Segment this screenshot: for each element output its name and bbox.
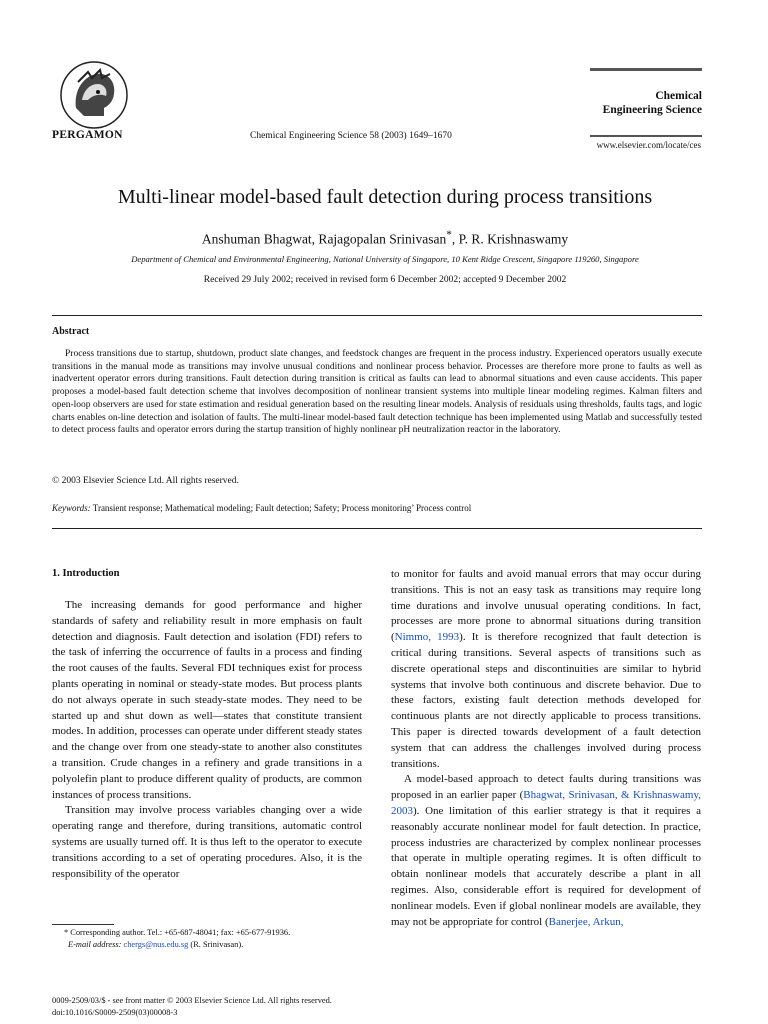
publisher-logo xyxy=(58,60,130,130)
journal-name-line2: Engineering Science xyxy=(602,104,702,116)
divider-top xyxy=(52,315,702,316)
journal-url[interactable]: www.elsevier.com/locate/ces xyxy=(596,140,701,150)
front-matter-line: 0009-2509/03/$ - see front matter © 2003 Elsevier Science Ltd. All rights reserved. xyxy=(52,996,332,1005)
journal-badge xyxy=(590,68,702,137)
affiliation: Department of Chemical and Environmental Engineering, National University of Singapore, 10 Kent Ridge Crescent, Singapore 119260, Singapore xyxy=(131,254,639,264)
footnote-email-line xyxy=(52,939,362,951)
authors-part-2: , P. R. Krishnaswamy xyxy=(451,231,569,247)
front-matter xyxy=(52,995,332,1019)
author-list xyxy=(40,229,730,248)
footnote-rule xyxy=(52,924,114,925)
email-label: E-mail address: xyxy=(68,940,122,949)
divider-bottom xyxy=(52,528,702,529)
citation-link-banerjee[interactable]: Banerjee, Arkun, xyxy=(548,915,624,928)
citation-link-bhagwat[interactable]: Bhagwat, Srinivasan, & Krishnaswamy, 2003 xyxy=(391,789,701,817)
left-column xyxy=(52,598,362,882)
journal-citation: Chemical Engineering Science 58 (2003) 1649–1670 xyxy=(250,131,452,141)
para3-text-b: ). It is therefore recognized that fault detection is critical during transitions. Several aspects of transitions such as discrete operational steps and discontinuities are similar to hybrid systems that involve both continuous and discrete behavior. Due to these factors, existing fault detection methods developed for continuous plants are not directly applicable to process transitions. This paper is directed towards development of a fault detection system that can address the challenges involved during process transitions. xyxy=(391,631,701,770)
email-suffix: (R. Srinivasan). xyxy=(188,940,244,949)
citation-link-nimmo[interactable]: Nimmo, 1993 xyxy=(394,631,460,644)
article-dates: Received 29 July 2002; received in revised form 6 December 2002; accepted 9 December 2002 xyxy=(203,275,567,285)
footnote-contact: * Corresponding author. Tel.: +65-687-48041; fax: +65-677-91936. xyxy=(64,928,291,937)
abstract-heading: Abstract xyxy=(52,326,90,337)
abstract-text: Process transitions due to startup, shutdown, product slate changes, and feedstock changes are frequent in the process industry. Experienced operators usually execute transitions in the manual mode as transitions may involve unusual conditions and nonlinear process behavior. Processes are therefore more prone to faults as well as inadvertent operator errors during transitions. Fault detection during transition is critical as faults can lead to abnormal situations and even cause accidents. This paper proposes a model-based fault detection scheme that involves decomposition of nonlinear transient systems into multiple linear modeling regimes. Kalman filters and open-loop observers are used for state estimation and residual generation based on the resulting linear models. Analysis of residuals using thresholds, faults tags, and logic charts enables on-line detection and isolation of faults. The multi-linear model-based fault detection technique has been implemented using Matlab and successfully tested to detect process faults and operator errors during the startup transition of highly nonlinear pH neutralization reactor in the laboratory. xyxy=(52,349,702,436)
intro-paragraph-4 xyxy=(391,772,701,930)
para3-text-a: to monitor for faults and avoid manual errors that may occur during transitions. This is not an easy task as transitions may require long time durations and involve unusual operating conditions. In fact, processes are more prone to abnormal situations during transition ( xyxy=(391,568,701,644)
journal-name-line1: Chemical xyxy=(655,90,702,102)
corresponding-mark[interactable]: * xyxy=(446,229,452,241)
article-title: Multi-linear model-based fault detection during process transitions xyxy=(117,186,653,208)
intro-paragraph-1: The increasing demands for good performance and higher standards of safety and reliability result in more emphasis on fault detection and diagnosis. Fault detection and isolation (FDI) refers to the task of inferring the occurrence of faults in a process and finding the root causes of the faults. Several FDI techniques exist for process plants operating in nominal or steady-state modes. But process plants do not always operate in such steady-state modes. They need to be started up and shut down as well—states that constitute transient modes. In addition, processes can operate under different steady states and the change over from one steady-state to another also constitutes a transition. Crude changes in a refinery and grade transitions in a polyolefin plant to produce different quality of products, are common instances of process transitions. xyxy=(52,599,362,801)
footnote xyxy=(52,927,362,951)
keywords-label: Keywords: xyxy=(52,503,91,513)
para4-text-b: ). One limitation of this earlier strategy is that it requires a reasonably accurate nonlinear model for fault detection. In practice, process industries are characterized by complex nonlinear processes that operate in multiple operating regimes. It is often difficult to obtain nonlinear models that accurately describe a plant in all regimes. Also, considerable effort is required for development of nonlinear models. Even if global nonlinear models are available, they may not be appropriate for control ( xyxy=(391,804,701,928)
abstract-copyright: © 2003 Elsevier Science Ltd. All rights reserved. xyxy=(52,476,239,486)
authors-part-1: Anshuman Bhagwat, Rajagopalan Srinivasan xyxy=(201,231,447,247)
right-column xyxy=(391,567,701,930)
keywords-text: Transient response; Mathematical modeling; Fault detection; Safety; Process monitoring’ Process control xyxy=(90,503,472,513)
publisher-name: PERGAMON xyxy=(52,129,123,141)
intro-paragraph-3 xyxy=(391,567,701,772)
keywords xyxy=(52,503,471,513)
section-heading-introduction: 1. Introduction xyxy=(52,568,120,579)
intro-paragraph-2: Transition may involve process variables changing over a wide operating range and therefore, during transitions, automatic control systems are usually turned off. It is thus left to the operator to execute transitions according to a set of operating procedures. Also, it is the responsibility of the operator xyxy=(52,804,362,880)
doi[interactable]: doi:10.1016/S0009-2509(03)00008-3 xyxy=(52,1008,178,1017)
para4-text-a: A model-based approach to detect faults during transitions was proposed in an earlier paper ( xyxy=(391,773,701,802)
email-link[interactable]: chergs@nus.edu.sg xyxy=(123,940,189,949)
